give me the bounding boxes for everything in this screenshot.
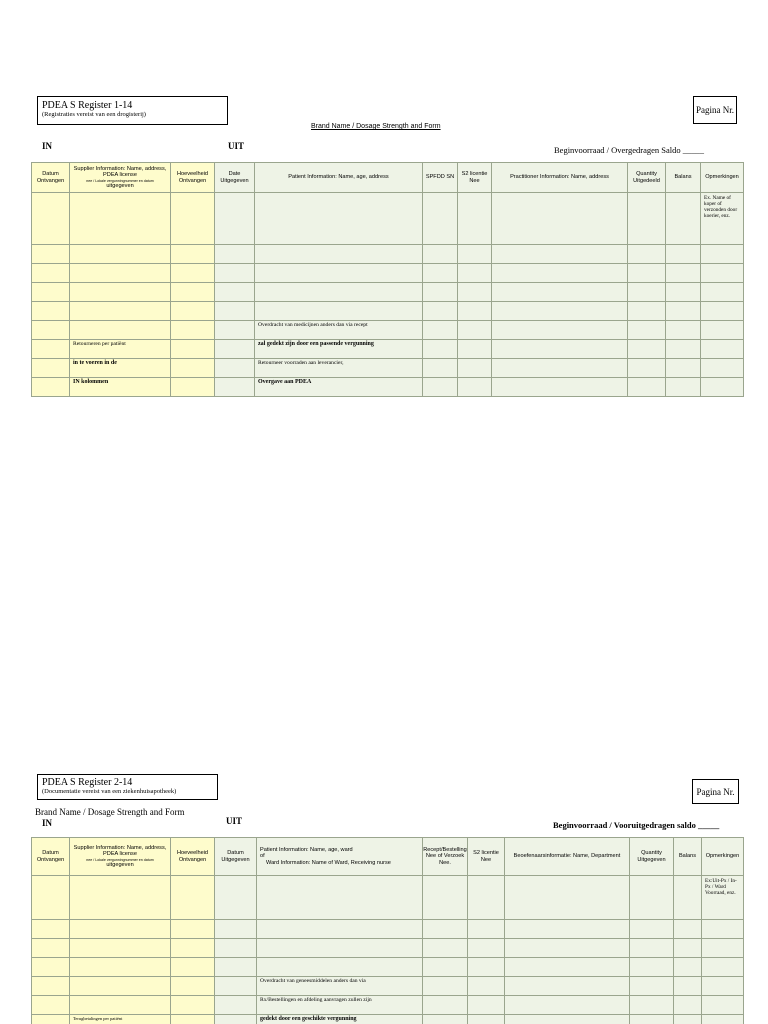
table-row — [32, 321, 744, 340]
header-supplier-main: Supplier Information: Name, address, PDEA license — [73, 165, 167, 179]
register1-saldo: Beginvoorraad / Overgedragen Saldo _____ — [554, 145, 704, 155]
header-balans: Balans — [666, 163, 701, 193]
header-supplier-small: nee / Lokale vergunningnummer en datum — [86, 857, 154, 862]
header-datum-uitgegeven: Datum Uitgegeven — [215, 838, 257, 876]
register1-title: PDEA S Register 1-14 — [42, 100, 133, 111]
header-date-uitgegeven: Date Uitgegeven — [215, 163, 255, 193]
table-row — [32, 958, 744, 977]
header-datum-ontvangen: Datum Ontvangen — [32, 838, 70, 876]
table-row — [32, 302, 744, 321]
header-quantity-uitgedeeld: Quantity Uitgedeeld — [628, 163, 666, 193]
register2-row-left-note: Terugbetalingen per patiënt — [73, 1016, 123, 1021]
register1-row-note: Retourneer voorraden aan leverancier, — [258, 360, 344, 366]
register1-row-note: zal gedekt zijn door een passende vergunning — [258, 341, 374, 347]
header-s2-licentie: S2 licentie Nee — [458, 163, 492, 193]
header-patient-ward-info — [257, 838, 423, 876]
header-of: of — [260, 853, 265, 860]
header-supplier-main: Supplier Information: Name, address, PDEA license — [73, 844, 167, 858]
register2-row-note: Rx/Bestellingen en afdeling aanvragen zullen zijn — [260, 997, 372, 1003]
table-row — [32, 264, 744, 283]
header-supplier-info — [70, 163, 171, 193]
header-balans: Balans — [674, 838, 702, 876]
table-row — [32, 283, 744, 302]
register1-header-row — [32, 163, 744, 193]
register2-remark-note: Ex:Uit-Px / In-Px / Ward Voorraad, enz. — [705, 878, 737, 896]
header-supplier-small: nee / Lokale vergunningnummer en datum — [86, 178, 154, 183]
register1-subtitle: (Registraties vereist van een drogisterij) — [42, 111, 146, 118]
register1-row-note: Overdracht van medicijnen anders dan via recept — [258, 322, 368, 328]
register2-header-row — [32, 838, 744, 876]
table-row — [32, 996, 744, 1015]
register2-row-note: gedekt door een geschikte vergunning — [260, 1016, 357, 1022]
register1-row-left-note: Retourneren per patiënt — [73, 341, 126, 347]
header-ward-info: Ward Information: Name of Ward, Receiving nurse — [266, 859, 391, 866]
header-datum-ontvangen: Datum Ontvangen — [32, 163, 70, 193]
register1-table — [31, 162, 744, 397]
table-row — [32, 1015, 744, 1024]
header-s2-licentie: S2 licentie Nee — [468, 838, 505, 876]
table-row — [32, 245, 744, 264]
header-patient-info: Patient Information: Name, age, ward — [260, 846, 353, 853]
register1-title-box — [37, 96, 228, 125]
header-quantity-uitgegeven: Quantity Uitgegeven — [630, 838, 674, 876]
register1-uit-label: UIT — [228, 141, 245, 151]
register1-row-left-note: IN kolommen — [73, 379, 109, 385]
header-supplier-tail: uitgegeven — [106, 861, 134, 868]
register1-remark-note: Ex. Name of koper of verzonden door koerier, enz. — [704, 195, 738, 219]
register1-in-label: IN — [42, 141, 53, 151]
table-row — [32, 340, 744, 359]
header-practitioner-info: Practitioner Information: Name, address — [492, 163, 628, 193]
table-row — [32, 359, 744, 378]
table-row — [32, 193, 744, 245]
header-supplier-info — [70, 838, 171, 876]
register2-uit-label: UIT — [226, 816, 243, 826]
table-row — [32, 378, 744, 397]
register1-page-nr: Pagina Nr. — [693, 96, 737, 124]
register2-page-nr: Pagina Nr. — [692, 779, 739, 804]
header-beoefenaars-info: Beoefenaarsinformatie: Name, Department — [505, 838, 630, 876]
header-hoeveelheid-ontvangen: Hoeveelheid Ontvangen — [171, 838, 215, 876]
header-spfdd-sn: SPFDD SN — [423, 163, 458, 193]
register1-brand-heading: Brand Name / Dosage Strength and Form — [311, 123, 441, 130]
register1-row-note: Overgave aan PDEA — [258, 379, 312, 385]
table-row — [32, 920, 744, 939]
header-opmerkingen: Opmerkingen — [702, 838, 744, 876]
header-opmerkingen: Opmerkingen — [701, 163, 744, 193]
header-patient-info: Patient Information: Name, age, address — [255, 163, 423, 193]
register2-saldo: Beginvoorraad / Vooruitgedragen saldo _____ — [553, 820, 720, 830]
header-supplier-tail: uitgegeven — [106, 182, 134, 189]
table-row — [32, 876, 744, 920]
register2-table — [31, 837, 744, 1024]
register1-row-left-note: in te voeren in de — [73, 360, 117, 366]
table-row — [32, 977, 744, 996]
header-recept-bestelling: Recept/Bestelling Nee of Verzoek Nee. — [423, 838, 468, 876]
register2-row-note: Overdracht van geneesmiddelen anders dan via — [260, 978, 366, 984]
register2-subtitle: (Documentatie vereist van een ziekenhuisapotheek) — [42, 788, 177, 795]
header-hoeveelheid-ontvangen: Hoeveelheid Ontvangen — [171, 163, 215, 193]
register2-title-box — [37, 774, 218, 800]
register2-title: PDEA S Register 2-14 — [42, 777, 133, 788]
register2-brand-heading: Brand Name / Dosage Strength and Form — [35, 807, 185, 817]
register2-in-label: IN — [42, 818, 53, 828]
table-row — [32, 939, 744, 958]
